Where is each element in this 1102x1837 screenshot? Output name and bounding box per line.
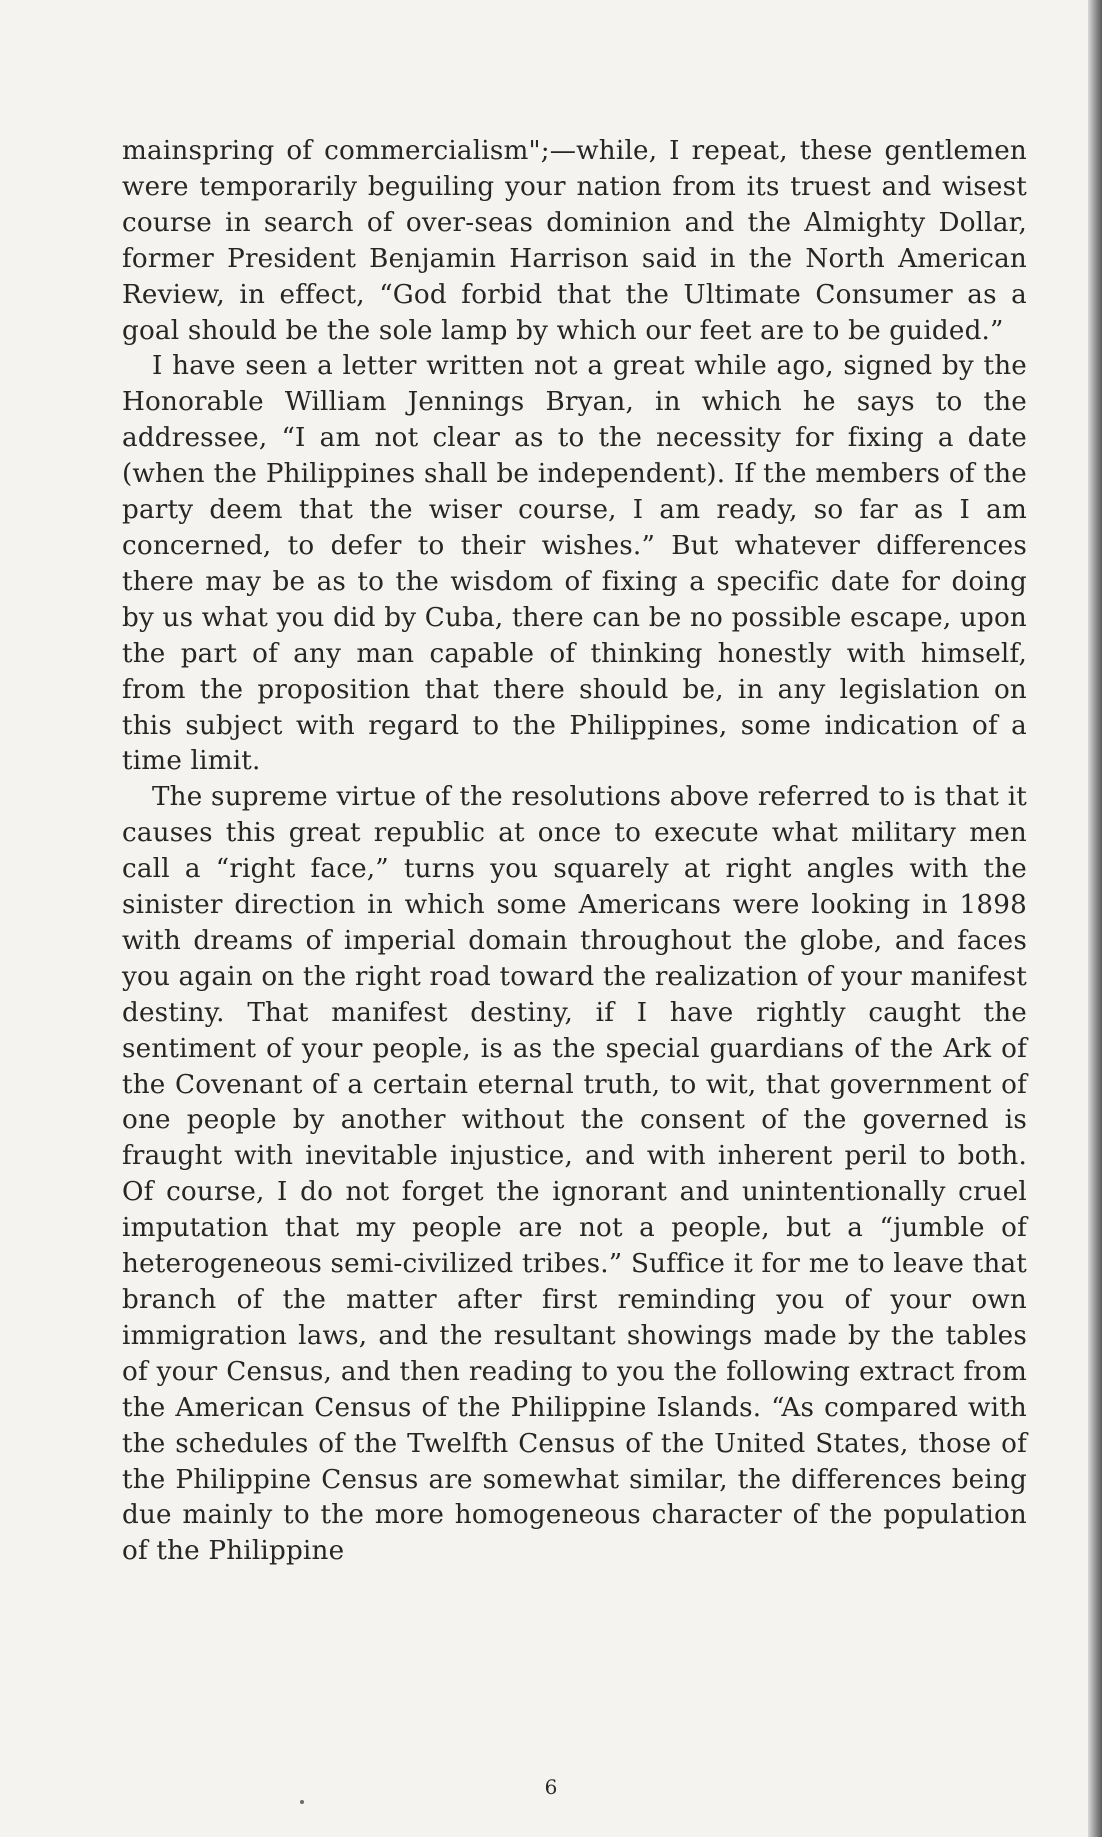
page-edge-shadow xyxy=(1088,0,1102,1837)
page-number: 6 xyxy=(544,1775,558,1799)
print-speck xyxy=(300,1800,304,1804)
body-text xyxy=(122,134,1027,1570)
paragraph-3: The supreme virtue of the resolutions above referred to is that it causes this great republic at once to execute what military men call a “right face,” turns you squarely at right angles with the sinister direction in which some Americans were looking in 1898 with dreams of imperial domain throughout the globe, and faces you again on the right road toward the realization of your manifest destiny. That manifest destiny, if I have rightly caught the sentiment of your people, is as the special guardians of the Ark of the Covenant of a certain eternal truth, to wit, that government of one people by another without the consent of the governed is fraught with inevitable injustice, and with inherent peril to both. Of course, I do not forget the ignorant and unintentionally cruel imputation that my people are not a people, but a “jumble of heterogeneous semi-civilized tribes.” Suffice it for me to leave that branch of the matter after first reminding you of your own immigration laws, and the resultant showings made by the tables of your Census, and then reading to you the following extract from the American Census of the Philippine Islands. “As compared with the schedules of the Twelfth Census of the United States, those of the Philippine Census are somewhat similar, the differences being due mainly to the more homogeneous character of the population of the Philippine xyxy=(122,782,1027,1567)
paragraph-2: I have seen a letter written not a great while ago, signed by the Honorable William Jennings Bryan, in which he says to the addressee, “I am not clear as to the necessity for fixing a date (when the Philippines shall be independent). If the members of the party deem that the wiser course, I am ready, so far as I am concerned, to defer to their wishes.” But whatever differences there may be as to the wisdom of fixing a specific date for doing by us what you did by Cuba, there can be no possible escape, upon the part of any man capable of thinking honestly with himself, from the proposition that there should be, in any legislation on this subject with regard to the Philippines, some indication of a time limit. xyxy=(122,351,1027,777)
paragraph-1: mainspring of commercialism";—while, I repeat, these gentlemen were temporarily beguiling your nation from its truest and wisest course in search of over-seas dominion and the Almighty Dollar, former President Benjamin Harrison said in the North American Review, in effect, “God forbid that the Ultimate Consumer as a goal should be the sole lamp by which our feet are to be guided.” xyxy=(122,136,1027,346)
